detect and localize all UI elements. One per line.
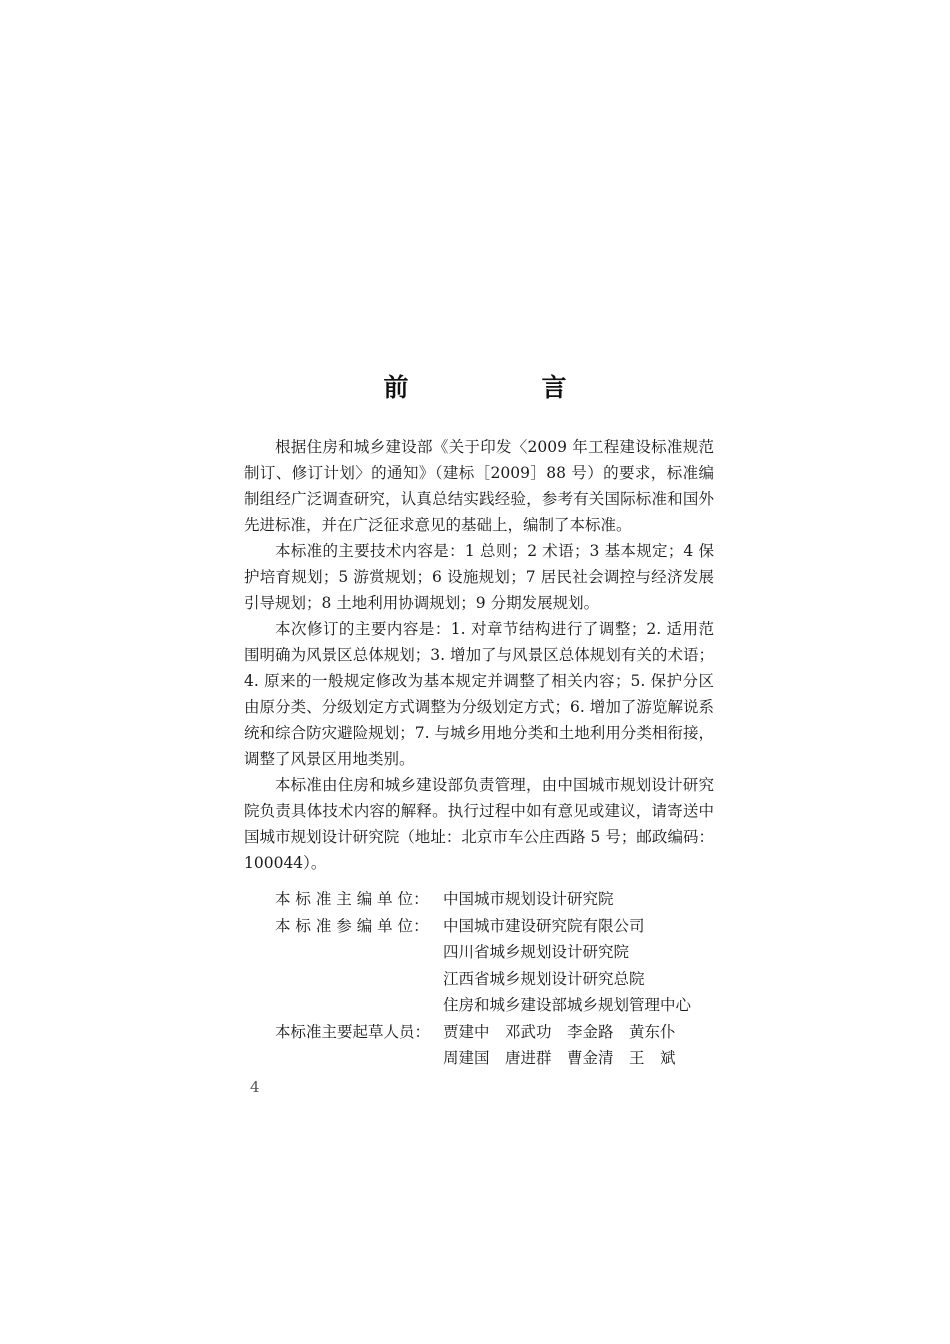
participating-unit: 住房和城乡建设部城乡规划管理中心 xyxy=(443,996,692,1014)
participating-unit: 四川省城乡规划设计研究院 xyxy=(443,943,630,961)
chief-unit-label: 本 标 准 主 编 单 位： xyxy=(275,890,429,908)
drafters-line: 周建国 唐进群 曹金清 王 斌 xyxy=(443,1049,676,1067)
paragraph-4: 本标准由住房和城乡建设部负责管理，由中国城市规划设计研究院负责具体技术内容的解释。执行过程中如有意见或建议，请寄送中国城市规划设计研究院（地址：北京市车公庄西路 5 号；邮政编码：100044）。 xyxy=(244,776,714,872)
paragraph-1: 根据住房和城乡建设部《关于印发〈2009 年工程建设标准规范制订、修订计划〉的通知》（建标［2009］88 号）的要求，标准编制组经广泛调查研究，认真总结实践经验，参考有关国际标准和国外先进标准，并在广泛征求意见的基础上，编制了本标准。 xyxy=(244,438,714,534)
participating-units-row xyxy=(244,913,724,1019)
drafters-label: 本标准主要起草人员： xyxy=(275,1022,431,1041)
chief-unit-row xyxy=(244,886,724,913)
drafters-row xyxy=(244,1019,724,1072)
chief-unit-value: 中国城市规划设计研究院 xyxy=(443,890,614,908)
paragraph-3: 本次修订的主要内容是：1. 对章节结构进行了调整；2. 适用范围明确为风景区总体规划；3. 增加了与风景区总体规划有关的术语；4. 原来的一般规定修改为基本规定并调整了相关内容；5. 保护分区由原分类、分级划定方式调整为分级划定方式；6. 增加了游览解说系统和综合防灾避险规划；7. 与城乡用地分类和土地利用分类相衔接，调整了风景区用地类别。 xyxy=(244,620,714,768)
drafters-line: 贾建中 邓武功 李金路 黄东仆 xyxy=(443,1022,676,1041)
page-number: 4 xyxy=(250,1078,260,1096)
participating-unit: 中国城市建设研究院有限公司 xyxy=(443,916,645,935)
preface-body xyxy=(244,434,714,876)
participating-unit: 江西省城乡规划设计研究总院 xyxy=(443,969,645,988)
participating-units-label: 本 标 准 参 编 单 位： xyxy=(275,916,429,935)
paragraph-2: 本标准的主要技术内容是：1 总则；2 术语；3 基本规定；4 保护培育规划；5 游赏规划；6 设施规划；7 居民社会调控与经济发展引导规划；8 土地利用协调规划；9 分期发展规划。 xyxy=(244,542,714,612)
page-title: 前 言 xyxy=(383,373,621,402)
credits-block xyxy=(244,886,724,1072)
